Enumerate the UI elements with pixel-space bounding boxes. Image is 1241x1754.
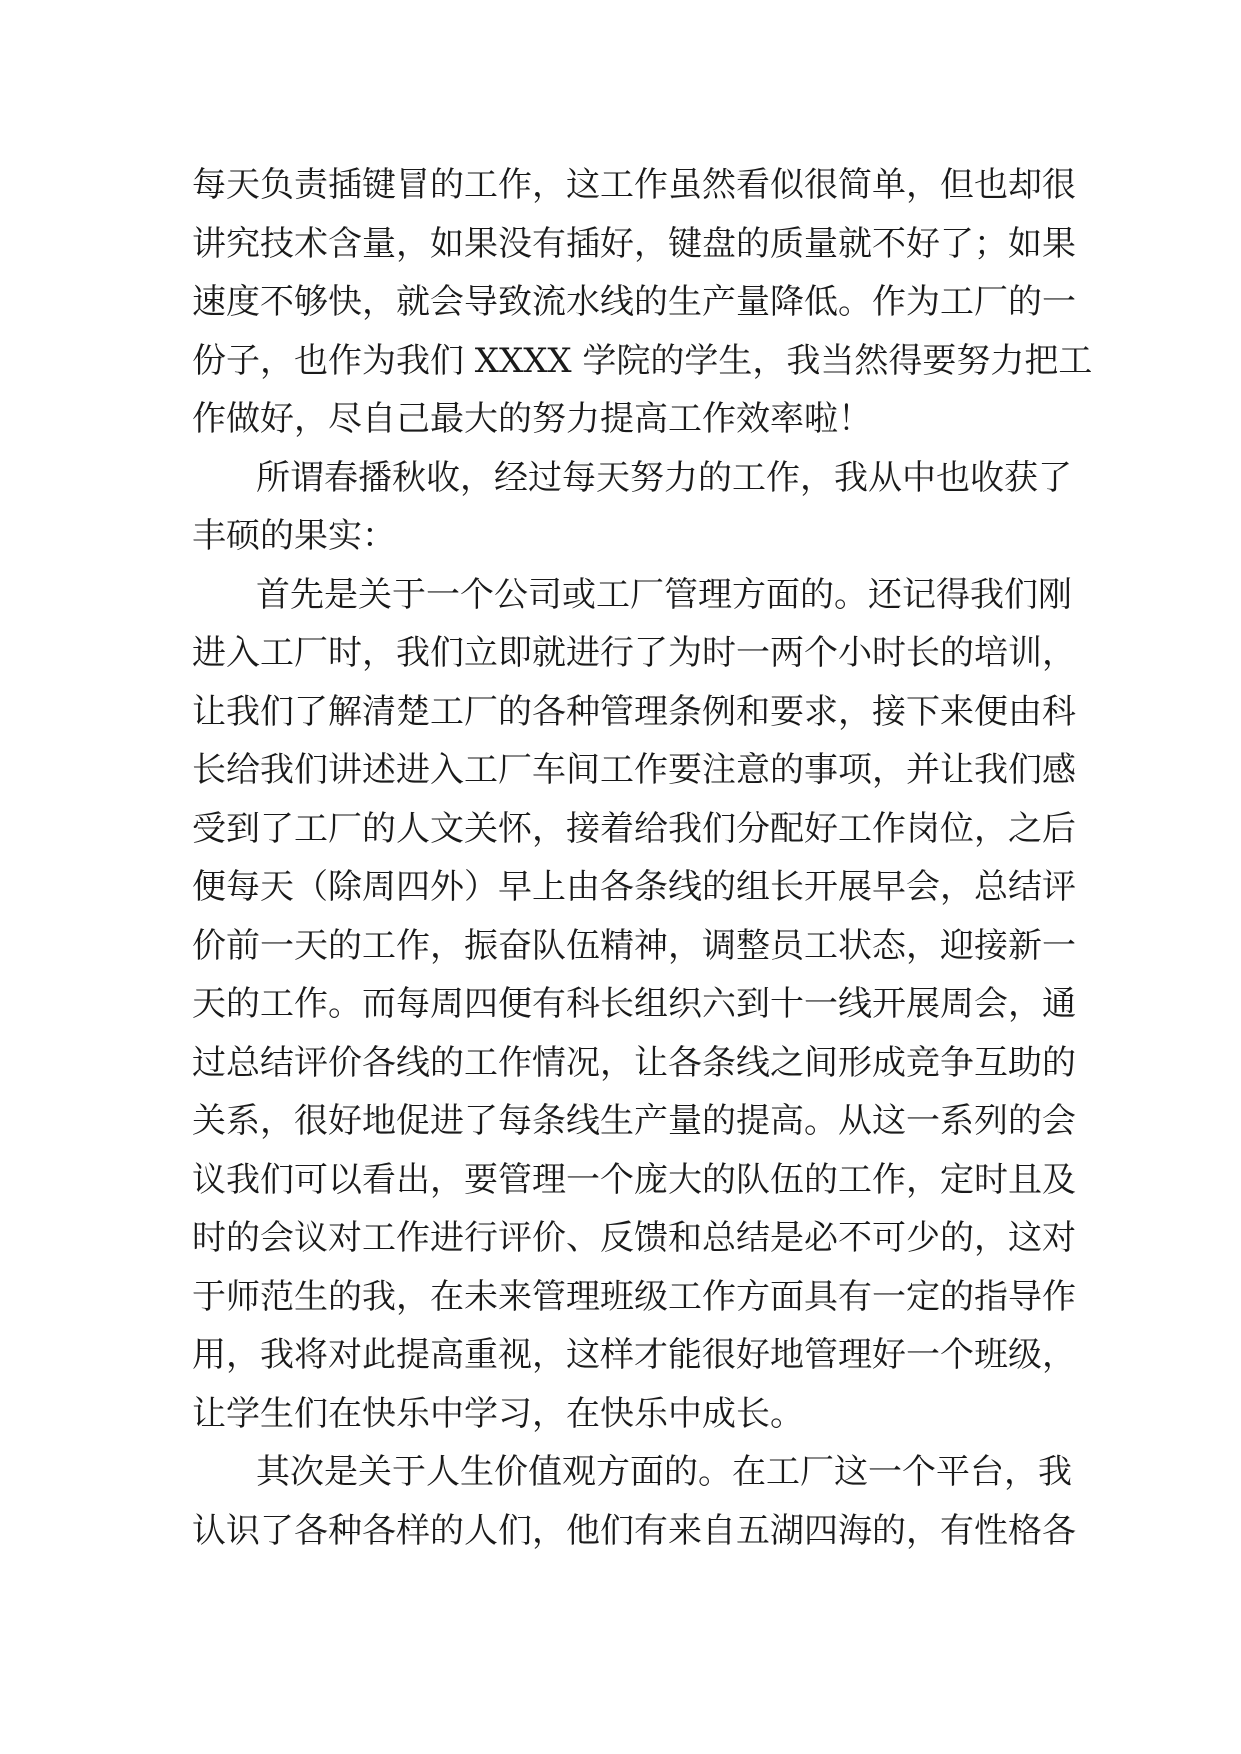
- text-line: 认识了各种各样的人们，他们有来自五湖四海的，有性格各: [192, 1510, 1076, 1551]
- text-line: 关系，很好地促进了每条线生产量的提高。从这一系列的会: [192, 1101, 1076, 1141]
- text-line: 每天负责插键冒的工作，这工作虽然看似很简单，但也却很: [192, 165, 1076, 205]
- paragraph: [192, 566, 1076, 1444]
- text-line: 让学生们在快乐中学习，在快乐中成长。: [192, 1393, 804, 1434]
- paragraph: [192, 156, 1093, 449]
- text-line: 时的会议对工作进行评价、反馈和总结是必不可少的，这对: [192, 1218, 1076, 1258]
- text-line: 丰硕的果实：: [192, 516, 396, 556]
- text-line: 用，我将对此提高重视，这样才能很好地管理好一个班级，: [192, 1335, 1076, 1375]
- text-line: 让我们了解清楚工厂的各种管理条例和要求，接下来便由科: [192, 691, 1076, 732]
- text-line: 天的工作。而每周四便有科长组织六到十一线开展周会，通: [192, 984, 1076, 1024]
- text-line: 讲究技术含量，如果没有插好，键盘的质量就不好了；如果: [192, 223, 1076, 264]
- text-line: 价前一天的工作，振奋队伍精神，调整员工状态，迎接新一: [192, 925, 1076, 966]
- text-line: 作做好，尽自己最大的努力提高工作效率啦！: [192, 399, 872, 439]
- text-line: 于师范生的我，在未来管理班级工作方面具有一定的指导作: [192, 1276, 1076, 1317]
- text-line: 进入工厂时，我们立即就进行了为时一两个小时长的培训，: [192, 633, 1076, 673]
- document-body: [192, 156, 1093, 1560]
- text-line: 份子，也作为我们 XXXX 学院的学生，我当然得要努力把工: [192, 340, 1093, 381]
- text-line: 其次是关于人生价值观方面的。在工厂这一个平台，我: [256, 1452, 1072, 1492]
- text-line: 受到了工厂的人文关怀，接着给我们分配好工作岗位，之后: [192, 808, 1076, 849]
- text-line: 议我们可以看出，要管理一个庞大的队伍的工作，定时且及: [192, 1159, 1076, 1200]
- text-line: 速度不够快，就会导致流水线的生产量降低。作为工厂的一: [192, 282, 1076, 322]
- text-line: 长给我们讲述进入工厂车间工作要注意的事项，并让我们感: [192, 750, 1076, 790]
- text-line: 首先是关于一个公司或工厂管理方面的。还记得我们刚: [256, 574, 1072, 615]
- text-line: 所谓春播秋收，经过每天努力的工作，我从中也收获了: [256, 457, 1072, 498]
- paragraph: [192, 449, 1072, 566]
- text-line: 便每天（除周四外）早上由各条线的组长开展早会，总结评: [192, 867, 1076, 907]
- paragraph: [192, 1443, 1076, 1560]
- text-line: 过总结评价各线的工作情况，让各条线之间形成竞争互助的: [192, 1042, 1076, 1083]
